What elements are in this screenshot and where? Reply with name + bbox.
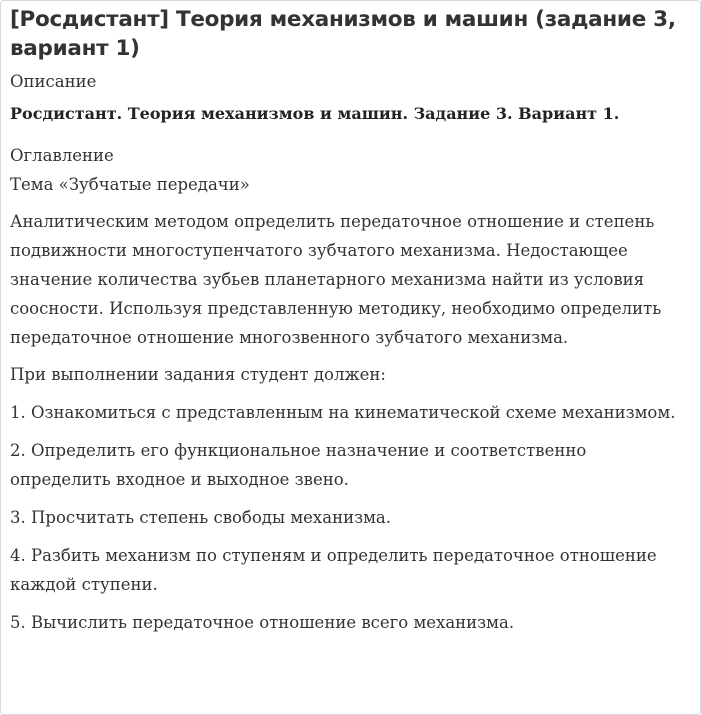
toc-label: Оглавление xyxy=(10,146,114,165)
step-item: 2. Определить его функциональное назначение и соответственно определить входное и выходное звено. xyxy=(10,441,587,489)
intro-paragraph: Аналитическим методом определить передаточное отношение и степень подвижности многоступенчатого зубчатого механизма. Недостающее значение количества зубьев планетарного механизма найти из условия соосности. Используя представленную методику, необходимо определить передаточное отношение многозвенного зубчатого механизма. xyxy=(10,212,662,347)
step-item: 3. Просчитать степень свободы механизма. xyxy=(10,508,391,527)
page-title: [Росдистант] Теория механизмов и машин (задание 3, вариант 1) xyxy=(10,7,676,61)
toc-topic: Тема «Зубчатые передачи» xyxy=(10,175,250,194)
requirements-lead: При выполнении задания студент должен: xyxy=(10,365,386,384)
description-heading: Росдистант. Теория механизмов и машин. Задание 3. Вариант 1. xyxy=(10,104,620,123)
step-item: 4. Разбить механизм по ступеням и определить передаточное отношение каждой ступени. xyxy=(10,546,657,594)
description-label: Описание xyxy=(10,72,97,91)
step-item: 1. Ознакомиться с представленным на кинематической схеме механизмом. xyxy=(10,403,676,422)
table-of-contents xyxy=(10,141,690,199)
step-item: 5. Вычислить передаточное отношение всего механизма. xyxy=(10,613,515,632)
